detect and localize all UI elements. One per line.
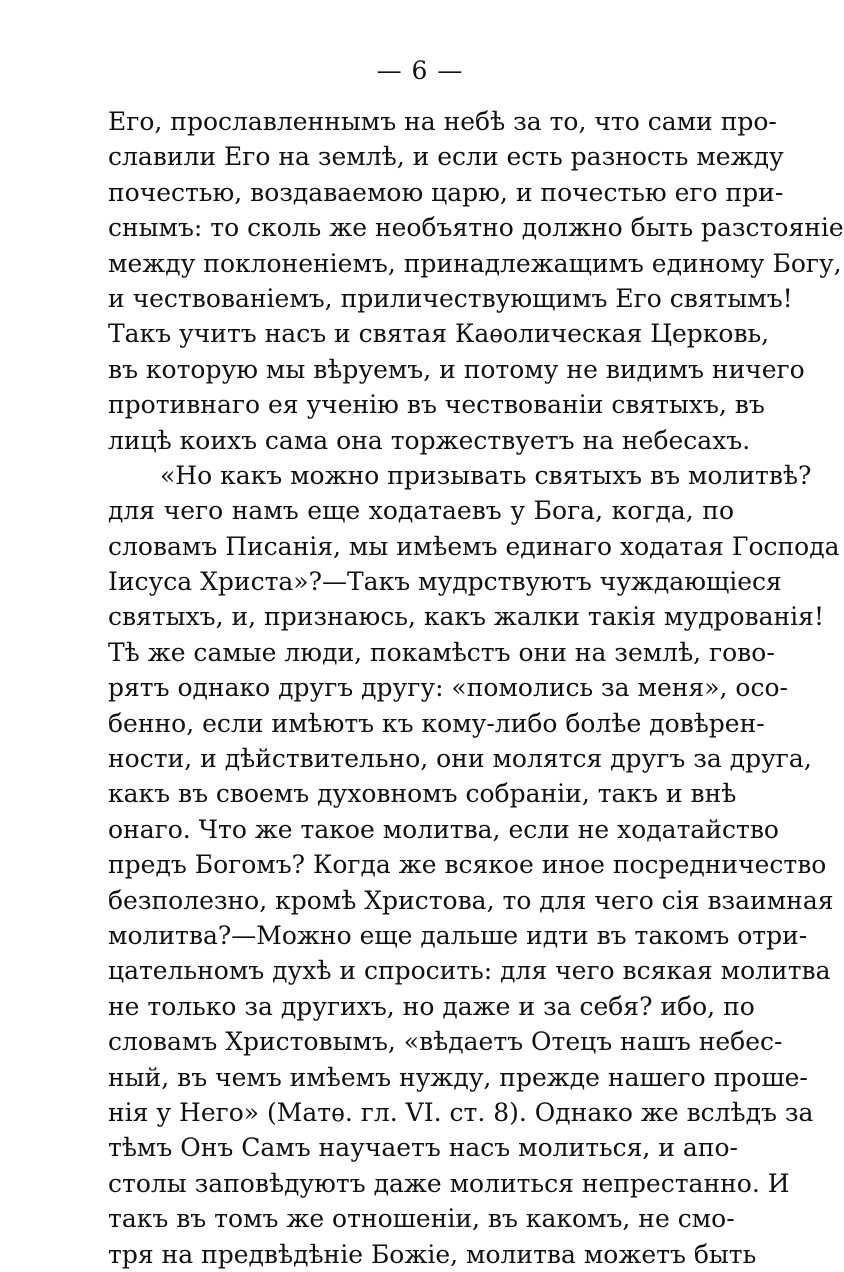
text-line: тря на предвѣдѣніе Божіе, молитва можетъ быть bbox=[108, 1239, 757, 1269]
text-line: ный, въ чемъ имѣемъ нужду, прежде нашего проше- bbox=[108, 1062, 808, 1092]
text-line: словамъ Христовымъ, «вѣдаетъ Отецъ нашъ небес- bbox=[108, 1027, 783, 1057]
text-line: Тѣ же самые люди, покамѣстъ они на землѣ, гово- bbox=[108, 637, 775, 667]
page-number: — 6 — bbox=[376, 56, 464, 85]
text-line: словамъ Писанія, мы имѣемъ единаго ходатая Господа bbox=[108, 531, 840, 561]
text-line: такъ въ томъ же отношеніи, въ какомъ, не смо- bbox=[108, 1204, 735, 1234]
text-line: тѣмъ Онъ Самъ научаетъ насъ молиться, и апо- bbox=[108, 1133, 738, 1163]
text-line: ности, и дѣйствительно, они молятся другъ за друга, bbox=[108, 744, 812, 774]
text-line: Іисуса Христа»?—Такъ мудрствуютъ чуждающіеся bbox=[108, 567, 782, 597]
text-line: противнаго ея ученію въ чествованіи святыхъ, въ bbox=[108, 390, 765, 420]
text-line: въ которую мы вѣруемъ, и потому не видимъ ничего bbox=[108, 354, 805, 384]
text-line: предъ Богомъ? Когда же всякое иное посредничество bbox=[108, 850, 827, 880]
text-line: лицѣ коихъ сама она торжествуетъ на небесахъ. bbox=[108, 425, 751, 455]
text-line: столы заповѣдуютъ даже молиться непрестанно. И bbox=[108, 1168, 790, 1198]
text-line: безполезно, кромѣ Христова, то для чего сія взаимная bbox=[108, 885, 834, 915]
text-line: нія у Него» (Матѳ. гл. VI. ст. 8). Однако же вслѣдъ за bbox=[108, 1097, 814, 1127]
text-line: онаго. Что же такое молитва, если не ходатайство bbox=[108, 814, 779, 844]
text-line: «Но какъ можно призывать святыхъ въ молитвѣ? bbox=[160, 460, 812, 490]
text-line: Такъ учитъ насъ и святая Каѳолическая Церковь, bbox=[108, 319, 770, 349]
text-line: какъ въ своемъ духовномъ собраніи, такъ и внѣ bbox=[108, 779, 737, 809]
text-line: и чествованіемъ, приличествующимъ Его святымъ! bbox=[108, 283, 793, 313]
text-line: молитва?—Можно еще дальше идти въ такомъ отри- bbox=[108, 920, 808, 950]
text-line: почестью, воздаваемою царю, и почестью его при- bbox=[108, 177, 784, 207]
text-line: между поклоненіемъ, принадлежащимъ единому Богу, bbox=[108, 248, 842, 278]
text-line: рятъ однако другъ другу: «помолись за меня», осо- bbox=[108, 673, 788, 703]
text-line: для чего намъ еще ходатаевъ у Бога, когда, по bbox=[108, 496, 734, 526]
text-line: снымъ: то сколь же необъятно должно быть разстояніе bbox=[108, 213, 844, 243]
text-line: не только за другихъ, но даже и за себя? ибо, по bbox=[108, 991, 755, 1021]
text-line: бенно, если имѣютъ къ кому-либо болѣе довѣрен- bbox=[108, 708, 765, 738]
body-text bbox=[108, 104, 844, 1272]
text-line: Его, прославленнымъ на небѣ за то, что сами про- bbox=[108, 107, 777, 136]
text-line: славили Его на землѣ, и если есть разность между bbox=[108, 142, 784, 172]
text-line: святыхъ, и, признаюсь, какъ жалки такія мудрованія! bbox=[108, 602, 824, 632]
text-line: цательномъ духѣ и спросить: для чего всякая молитва bbox=[108, 956, 831, 986]
